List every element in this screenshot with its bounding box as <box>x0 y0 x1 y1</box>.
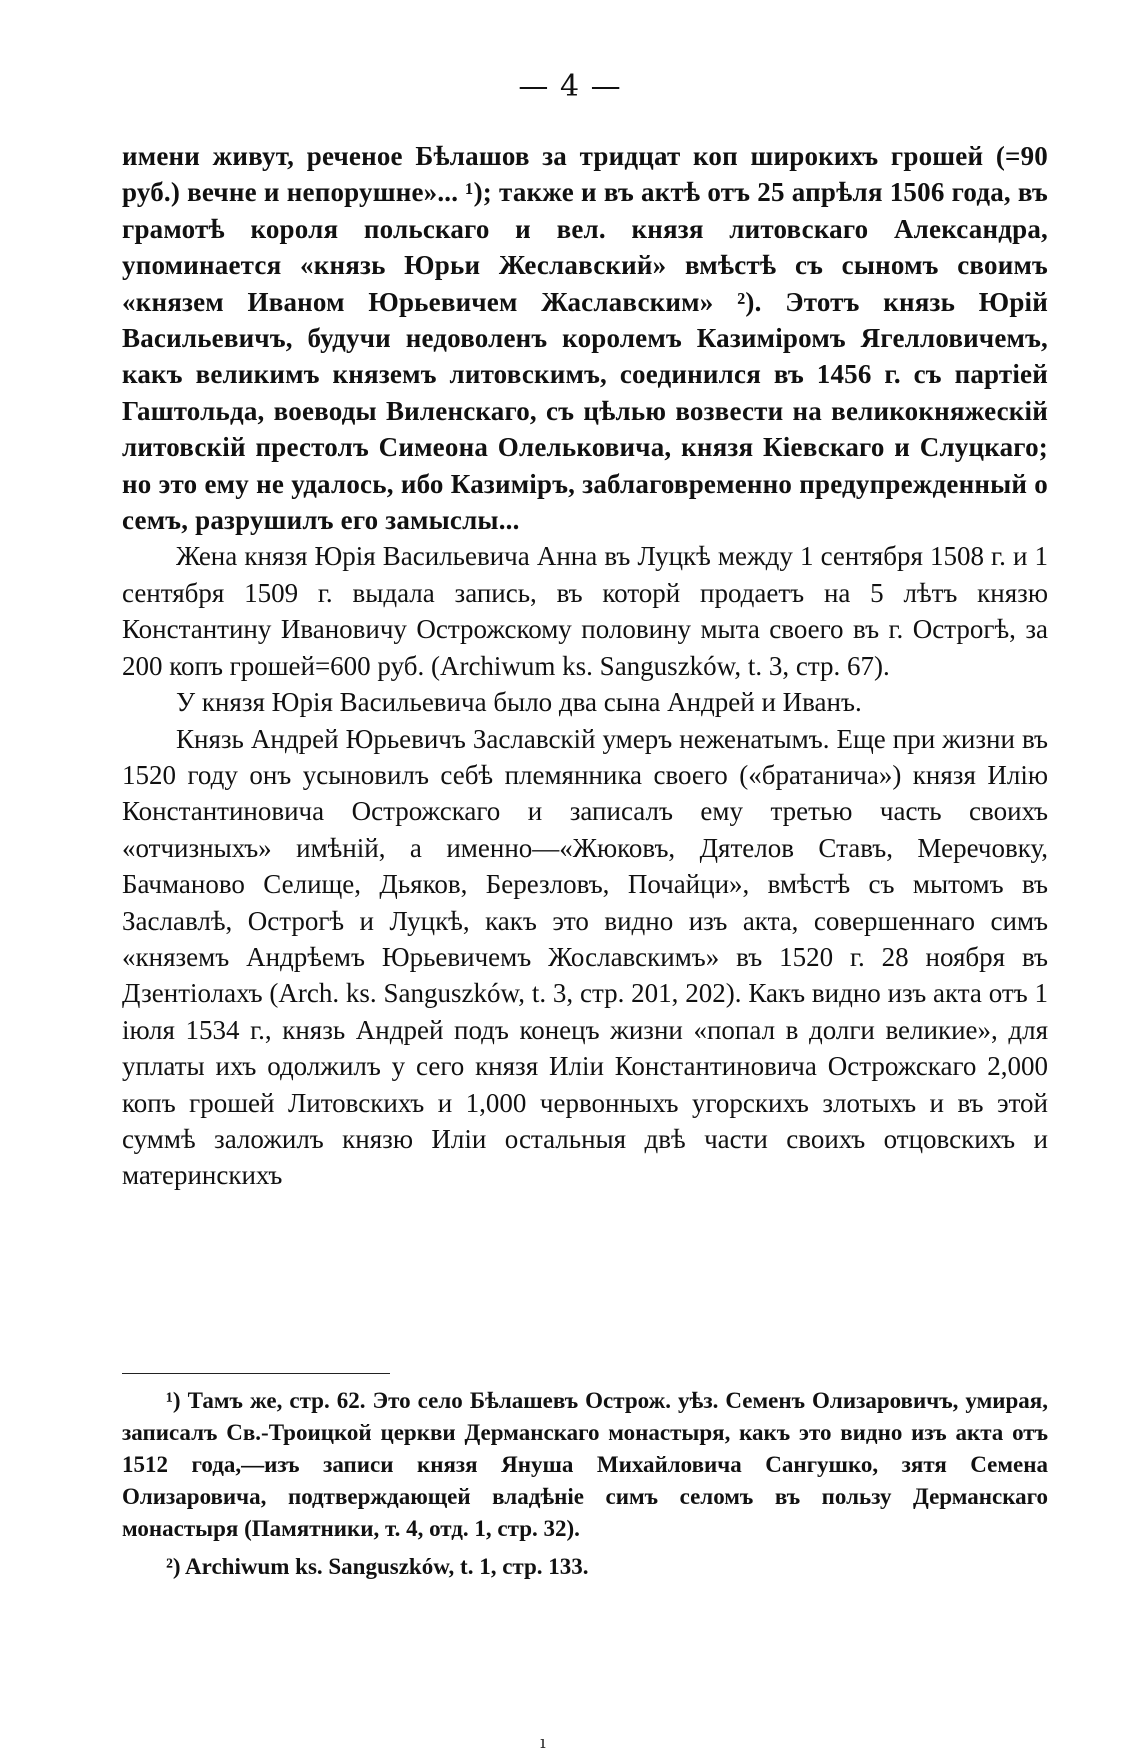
footnote-2 <box>122 1551 1048 1583</box>
paragraph-4: Князь Андрей Юрьевичъ Заславскій умеръ неженатымъ. Еще при жизни въ 1520 году онъ усыновилъ себѣ племянника своего («братанича») князя Илію Константиновича Острожскаго и записалъ ему третью часть своихъ «отчизныхъ» имѣній, а именно—«Жюковъ, Дятелов Ставъ, Меречовку, Бачманово Селище, Дьяков, Березловъ, Почайци», вмѣстѣ съ мытомъ въ Заславлѣ, Острогѣ и Луцкѣ, какъ это видно изъ акта, совершеннаго симъ «княземъ Андрѣемъ Юрьевичемъ Жославскимъ» въ 1520 г. 28 ноября въ Дзентіолахъ (Arch. ks. Sanguszków, t. 3, стр. 201, 202). Какъ видно изъ акта отъ 1 іюля 1534 г., князь Андрей подъ конецъ жизни «попал в долги великие», для уплаты ихъ одолжилъ у сего князя Иліи Константиновича Острожскаго 2,000 копъ грошей Литовскихъ и 1,000 червонныхъ угорскихъ злотыхъ и въ этой суммѣ заложилъ князю Иліи остальныя двѣ части своихъ отцовскихъ и материнскихъ <box>122 723 1048 1191</box>
page-number: — 4 — <box>518 69 622 104</box>
footnote-2-marker: ²) <box>166 1554 181 1579</box>
paragraph-1: имени живут, реченое Бѣлашов за тридцат коп широкихъ грошей (=90 руб.) вечне и непорушне»... ¹); также и въ актѣ отъ 25 апрѣля 1506 года, въ грамотѣ короля польскаго и вел. князя литовскаго Александра, упоминается «князь Юрьи Жеславский» вмѣстѣ съ сыномъ своимъ «князем Иваном Юрьевичем Жаславским» ²). Этотъ князь Юрій Васильевичъ, будучи недоволенъ королемъ Казиміромъ Ягелловичемъ, какъ великимъ княземъ литовскимъ, соединился въ 1456 г. съ партіей Гаштольда, воеводы Виленскаго, съ цѣлью возвести на великокняжескій литовскій престолъ Симеона Олельковича, князя Кіевскаго и Слуцкаго; но это ему не удалось, ибо Казиміръ, заблаговременно предупрежденный о семъ, разрушилъ его замыслы... <box>122 141 1048 536</box>
stray-mark: ı <box>540 1732 546 1753</box>
main-text <box>122 138 1048 1194</box>
paragraph-2: Жена князя Юрія Васильевича Анна въ Луцкѣ между 1 сентября 1508 г. и 1 сентября 1509 г. выдала запись, въ которй продаетъ на 5 лѣтъ князю Константину Ивановичу Острожскому половину мыта своего въ г. Острогѣ, за 200 копъ грошей=600 руб. (Archiwum ks. Sanguszków, t. 3, стр. 67). <box>122 541 1048 681</box>
footnote-1 <box>122 1385 1048 1545</box>
paragraph-3: У князя Юрія Васильевича было два сына Андрей и Иванъ. <box>176 687 862 718</box>
footnote-separator <box>122 1373 390 1374</box>
footnote-1-text: Тамъ же, стр. 62. Это село Бѣлашевъ Острож. уѣз. Семенъ Олизаровичъ, умирая, записалъ Св.-Троицкой церкви Дерманскаго монастыря, какъ это видно изъ акта отъ 1512 года,—изъ записи князя Януша Михайловича Сангушко, зятя Семена Олизаровича, подтверждающей владѣніе симъ селомъ въ пользу Дерманскаго монастыря (Памятники, т. 4, отд. 1, стр. 32). <box>122 1388 1048 1541</box>
footnote-2-text: Archiwum ks. Sanguszków, t. 1, стр. 133. <box>185 1554 589 1579</box>
footnotes <box>122 1385 1048 1583</box>
footnote-1-marker: ¹) <box>166 1388 181 1413</box>
